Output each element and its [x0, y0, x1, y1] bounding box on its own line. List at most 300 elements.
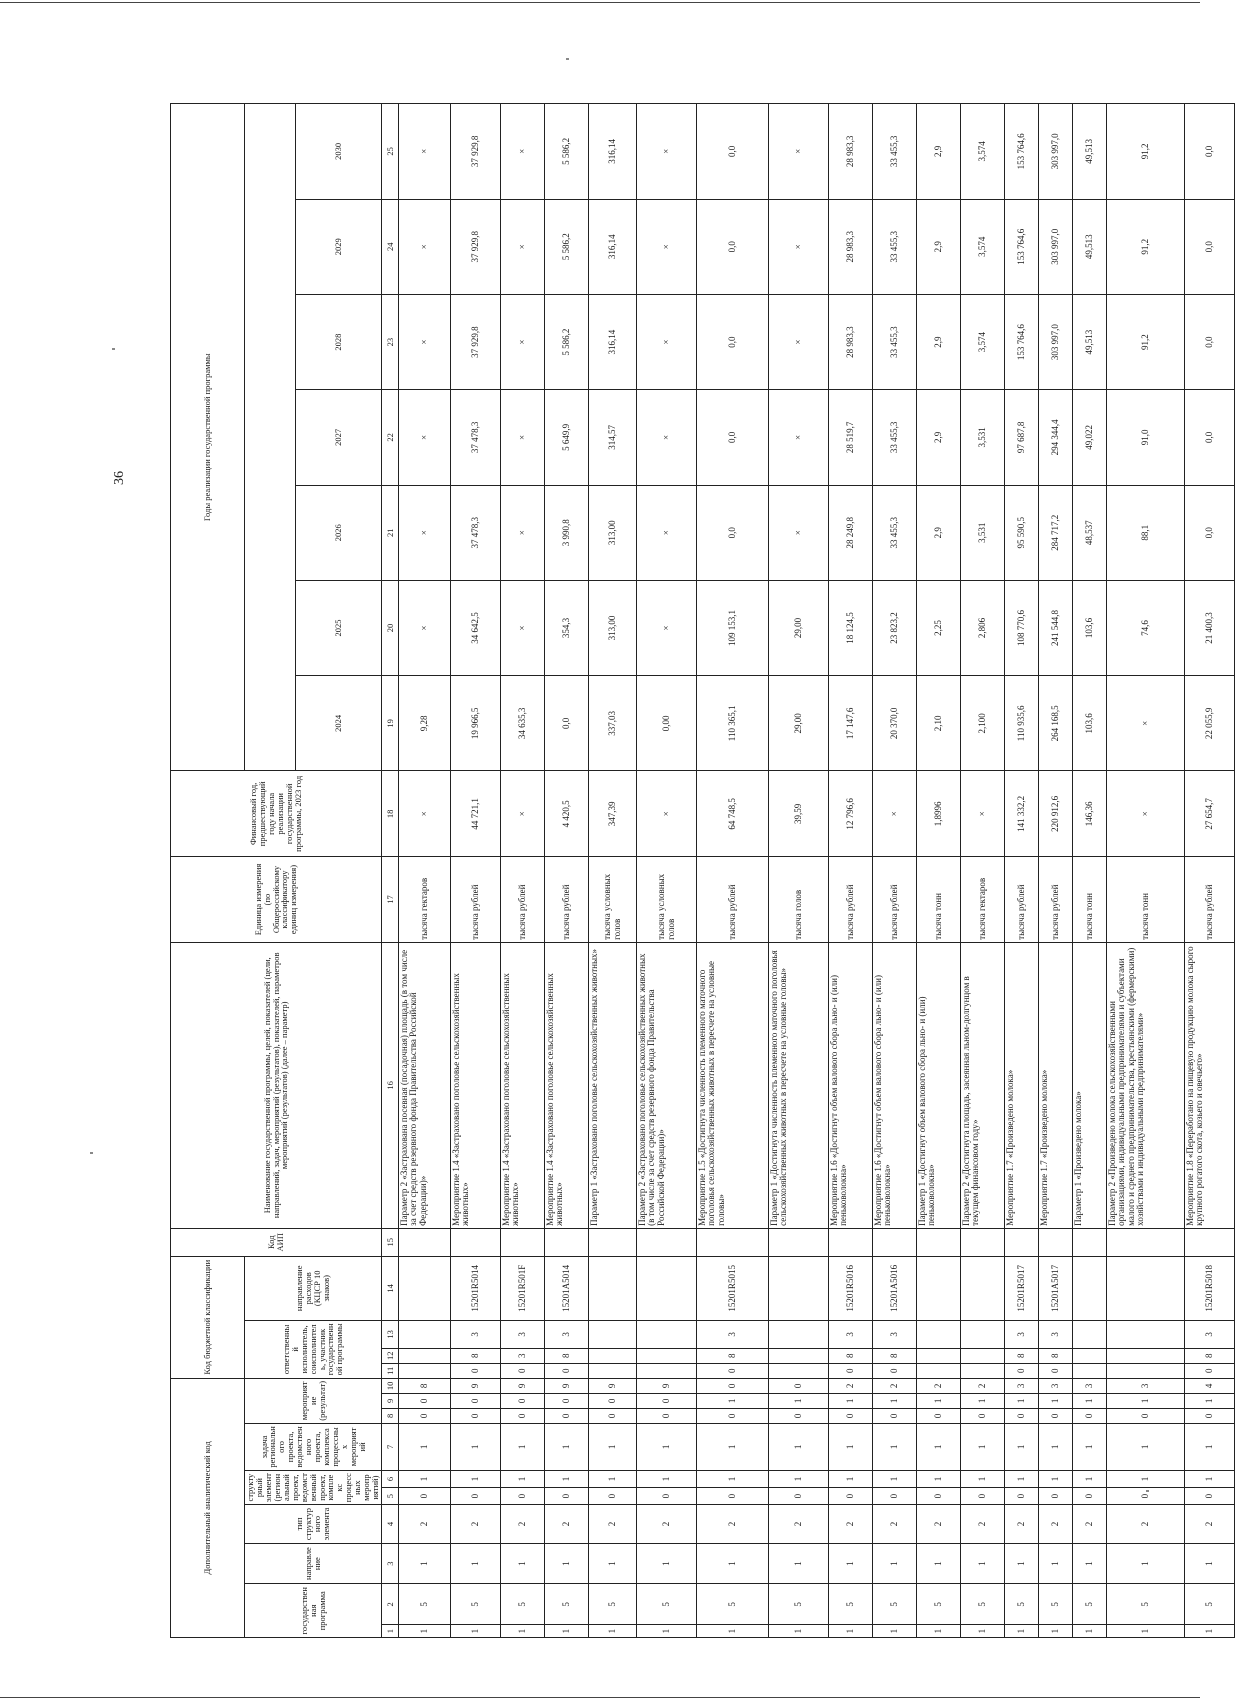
cell-year-value: 316,14 — [589, 104, 637, 200]
cell-c11: 0 — [697, 1363, 769, 1378]
table-row — [1073, 104, 1107, 1638]
cell-c5: 0 — [1107, 1488, 1185, 1505]
cell-c11 — [1073, 1363, 1107, 1378]
cell-c9: 0 — [451, 1393, 501, 1408]
cell-c10: 2 — [961, 1378, 1005, 1393]
cell-c9: 1 — [769, 1393, 829, 1408]
header-year-2028: 2028 — [295, 294, 381, 389]
cell-unit: тысяча тонн — [1073, 857, 1107, 943]
header-year-2030: 2030 — [295, 104, 381, 200]
cell-aip — [399, 1228, 451, 1256]
cell-year-value: 49,513 — [1073, 199, 1107, 294]
cell-c7: 1 — [769, 1423, 829, 1470]
cell-name: Параметр 2 «Достигнута площадь, засеянная льном-долгунцом в текущем финансовом году» — [961, 942, 1005, 1228]
cell-c13: 3 — [1039, 1320, 1073, 1348]
cell-year-value: 0,0 — [545, 676, 589, 771]
cell-unit: тысяча рублей — [873, 857, 917, 943]
header-aip: Код АИП — [171, 1228, 382, 1256]
header-task: задача регионального проекта, ведомственного проекта, комплекса процессных мероприятий — [245, 1423, 382, 1470]
cell-base-year: 141 332,2 — [1005, 771, 1039, 857]
cell-year-value: 91,2 — [1107, 104, 1185, 200]
cell-year-value: × — [399, 390, 451, 485]
scan-speck — [112, 348, 115, 350]
header-years-group: Годы реализации государственной программы — [171, 104, 245, 772]
cell-base-year: × — [399, 771, 451, 857]
cell-c5: 0 — [637, 1488, 697, 1505]
cell-c6: 1 — [501, 1470, 545, 1487]
cell-c4: 2 — [1107, 1505, 1185, 1544]
cell-aip — [697, 1228, 769, 1256]
cell-year-value: 33 455,3 — [873, 104, 917, 200]
cell-year-value: 2,9 — [917, 104, 961, 200]
header-expense-dir: направление расходов (КЦСР 10 знаков) — [245, 1256, 382, 1320]
cell-c7: 1 — [399, 1423, 451, 1470]
cell-c12: 3 — [501, 1348, 545, 1363]
cell-c6: 1 — [1005, 1470, 1039, 1487]
cell-c9: 0 — [399, 1393, 451, 1408]
cell-unit: тысяча тонн — [1107, 857, 1185, 943]
cell-c5: 0 — [829, 1488, 873, 1505]
cell-c5: 0 — [1073, 1488, 1107, 1505]
cell-year-value: 37 929,8 — [451, 294, 501, 389]
cell-c4: 2 — [917, 1505, 961, 1544]
cell-kcsr — [1107, 1256, 1185, 1320]
cell-c4: 2 — [873, 1505, 917, 1544]
cell-year-value: 2,10 — [917, 676, 961, 771]
cell-c2: 5 — [961, 1584, 1005, 1625]
cell-c1: 1 — [637, 1625, 697, 1638]
cell-year-value: 3,574 — [961, 294, 1005, 389]
scan-speck — [566, 58, 569, 60]
cell-year-value: 153 764,6 — [1005, 104, 1039, 200]
column-number: 8 — [382, 1408, 399, 1423]
header-year-2026: 2026 — [295, 485, 381, 580]
cell-c3: 1 — [917, 1543, 961, 1584]
cell-kcsr: 15201R5018 — [1185, 1256, 1235, 1320]
table-row — [829, 104, 873, 1638]
cell-c6: 1 — [1107, 1470, 1185, 1487]
scan-top-edge — [0, 2, 1200, 3]
cell-c1: 1 — [917, 1625, 961, 1638]
cell-kcsr: 15201R5015 — [697, 1256, 769, 1320]
cell-c10: 9 — [451, 1378, 501, 1393]
cell-year-value: × — [501, 294, 545, 389]
cell-year-value: 108 770,6 — [1005, 580, 1039, 675]
cell-aip — [1073, 1228, 1107, 1256]
cell-year-value: × — [637, 104, 697, 200]
cell-c8: 0 — [501, 1408, 545, 1423]
cell-c2: 5 — [1107, 1584, 1185, 1625]
cell-name: Параметр 1 «Достигнута численность племенного маточного поголовья сельскохозяйственных животных в пересчете на условные головы» — [769, 942, 829, 1228]
cell-year-value: 49,022 — [1073, 390, 1107, 485]
cell-year-value: 313,00 — [589, 580, 637, 675]
column-number: 23 — [382, 294, 399, 389]
cell-year-value: 37 929,8 — [451, 199, 501, 294]
column-number: 20 — [382, 580, 399, 675]
cell-c6: 1 — [1039, 1470, 1073, 1487]
cell-year-value: 2,806 — [961, 580, 1005, 675]
cell-year-value: 33 455,3 — [873, 390, 917, 485]
cell-year-value: 316,14 — [589, 294, 637, 389]
column-number: 13 — [382, 1320, 399, 1348]
page-number: 36 — [112, 471, 127, 485]
cell-c8: 0 — [399, 1408, 451, 1423]
cell-year-value: 28 519,7 — [829, 390, 873, 485]
cell-year-value: 2,9 — [917, 199, 961, 294]
table-row — [1005, 104, 1039, 1638]
cell-c6: 1 — [545, 1470, 589, 1487]
cell-c8: 0 — [1107, 1408, 1185, 1423]
cell-c10: 0 — [697, 1378, 769, 1393]
cell-c13: 3 — [501, 1320, 545, 1348]
column-number: 3 — [382, 1543, 399, 1584]
cell-aip — [1039, 1228, 1073, 1256]
cell-c11: 0 — [829, 1363, 873, 1378]
cell-c2: 5 — [1005, 1584, 1039, 1625]
cell-c10: 9 — [637, 1378, 697, 1393]
cell-base-year: 12 796,6 — [829, 771, 873, 857]
table-row — [1107, 104, 1185, 1638]
cell-c11: 0 — [545, 1363, 589, 1378]
cell-c13: 3 — [873, 1320, 917, 1348]
cell-year-value: 2,9 — [917, 390, 961, 485]
header-struct-type: тип структурного элемента — [245, 1505, 382, 1544]
cell-year-value: 0,0 — [697, 390, 769, 485]
cell-year-value: 2,9 — [917, 485, 961, 580]
cell-name: Мероприятие 1.5 «Достигнута численность племенного маточного поголовья сельскохозяйственных животных в пересчете на условные головы» — [697, 942, 769, 1228]
cell-name: Мероприятие 1.4 «Застраховано поголовье сельскохозяйственных животных» — [545, 942, 589, 1228]
cell-c5: 0 — [399, 1488, 451, 1505]
cell-c7: 1 — [501, 1423, 545, 1470]
cell-year-value: 48,537 — [1073, 485, 1107, 580]
cell-year-value: 3,531 — [961, 390, 1005, 485]
cell-c3: 1 — [829, 1543, 873, 1584]
cell-year-value: 91,0 — [1107, 390, 1185, 485]
column-number: 22 — [382, 390, 399, 485]
table-row — [545, 104, 589, 1638]
column-number: 2 — [382, 1584, 399, 1625]
cell-year-value: 2,100 — [961, 676, 1005, 771]
cell-c7: 1 — [917, 1423, 961, 1470]
cell-base-year: 347,39 — [589, 771, 637, 857]
cell-year-value: 21 400,3 — [1185, 580, 1235, 675]
cell-c9: 1 — [1185, 1393, 1235, 1408]
cell-c1: 1 — [589, 1625, 637, 1638]
cell-c7: 1 — [1073, 1423, 1107, 1470]
cell-c12 — [1107, 1348, 1185, 1363]
cell-c8: 0 — [961, 1408, 1005, 1423]
cell-c7: 1 — [637, 1423, 697, 1470]
cell-year-value: × — [637, 485, 697, 580]
cell-c3: 1 — [1107, 1543, 1185, 1584]
cell-c9: 0 — [637, 1393, 697, 1408]
cell-c6: 1 — [873, 1470, 917, 1487]
cell-c12: 8 — [1005, 1348, 1039, 1363]
cell-c6: 1 — [769, 1470, 829, 1487]
cell-base-year: 64 748,5 — [697, 771, 769, 857]
cell-c1: 1 — [697, 1625, 769, 1638]
cell-year-value: 5 649,9 — [545, 390, 589, 485]
cell-year-value: × — [769, 390, 829, 485]
cell-year-value: 28 983,3 — [829, 104, 873, 200]
cell-year-value: 0,0 — [1185, 294, 1235, 389]
cell-base-year: × — [1107, 771, 1185, 857]
table-row — [697, 104, 769, 1638]
cell-c8: 0 — [545, 1408, 589, 1423]
cell-c12: 8 — [1185, 1348, 1235, 1363]
cell-year-value: × — [769, 485, 829, 580]
column-number: 9 — [382, 1393, 399, 1408]
cell-c8: 0 — [451, 1408, 501, 1423]
cell-kcsr — [589, 1256, 637, 1320]
cell-c7: 1 — [1185, 1423, 1235, 1470]
cell-c5: 0 — [1005, 1488, 1039, 1505]
cell-aip — [589, 1228, 637, 1256]
cell-name: Мероприятие 1.7 «Произведено молока» — [1039, 942, 1073, 1228]
cell-c9: 1 — [1039, 1393, 1073, 1408]
cell-c13 — [637, 1320, 697, 1348]
cell-c7: 1 — [451, 1423, 501, 1470]
cell-year-value: 109 153,1 — [697, 580, 769, 675]
header-name: Наименование государственной программы, целей, показателей (цели, направлений, задач, мероприятий (результатов), показателей, параметров мероприятий (результатов) (далее – параметр) — [171, 942, 382, 1228]
cell-unit: тысяча гектаров — [399, 857, 451, 943]
cell-year-value: × — [769, 294, 829, 389]
cell-year-value: 2,9 — [917, 294, 961, 389]
cell-name: Мероприятие 1.6 «Достигнут объем валового сбора льно- и (или) пеньковолокна» — [829, 942, 873, 1228]
column-number: 10 — [382, 1378, 399, 1393]
cell-c1: 1 — [1107, 1625, 1185, 1638]
cell-c7: 1 — [589, 1423, 637, 1470]
cell-aip — [917, 1228, 961, 1256]
column-number: 19 — [382, 676, 399, 771]
header-state-program: государственная программа — [245, 1584, 382, 1638]
table-row — [961, 104, 1005, 1638]
cell-c1: 1 — [1005, 1625, 1039, 1638]
column-number: 7 — [382, 1423, 399, 1470]
cell-year-value: 88,1 — [1107, 485, 1185, 580]
column-number: 14 — [382, 1256, 399, 1320]
cell-c7: 1 — [873, 1423, 917, 1470]
cell-c12: 8 — [697, 1348, 769, 1363]
cell-kcsr: 15201R5017 — [1005, 1256, 1039, 1320]
cell-year-value: 294 344,4 — [1039, 390, 1073, 485]
column-number: 17 — [382, 857, 399, 943]
cell-base-year: × — [501, 771, 545, 857]
cell-c10: 3 — [1005, 1378, 1039, 1393]
cell-year-value: 103,6 — [1073, 676, 1107, 771]
cell-c4: 2 — [1005, 1505, 1039, 1544]
cell-c2: 5 — [1039, 1584, 1073, 1625]
cell-c10: 3 — [1107, 1378, 1185, 1393]
cell-unit: тысяча условных голов — [637, 857, 697, 943]
cell-c10: 3 — [1073, 1378, 1107, 1393]
cell-kcsr: 15201R5016 — [829, 1256, 873, 1320]
cell-year-value: 3,574 — [961, 199, 1005, 294]
cell-year-value: × — [769, 104, 829, 200]
cell-c1: 1 — [451, 1625, 501, 1638]
cell-year-value: 303 997,0 — [1039, 199, 1073, 294]
cell-base-year: × — [873, 771, 917, 857]
cell-year-value: × — [399, 104, 451, 200]
cell-year-value: 29,00 — [769, 676, 829, 771]
cell-c13 — [589, 1320, 637, 1348]
header-year-2029: 2029 — [295, 199, 381, 294]
cell-c9: 1 — [873, 1393, 917, 1408]
cell-c7: 1 — [961, 1423, 1005, 1470]
cell-c5: 0 — [589, 1488, 637, 1505]
cell-c5: 0 — [1039, 1488, 1073, 1505]
header-years-spacer — [245, 104, 296, 772]
column-number: 1 — [382, 1625, 399, 1638]
cell-name: Параметр 1 «Произведено молока» — [1073, 942, 1107, 1228]
cell-year-value: 284 717,2 — [1039, 485, 1073, 580]
header-year-2025: 2025 — [295, 580, 381, 675]
cell-c7: 1 — [829, 1423, 873, 1470]
cell-c6: 1 — [1073, 1470, 1107, 1487]
cell-year-value: 110 365,1 — [697, 676, 769, 771]
cell-c12: 8 — [873, 1348, 917, 1363]
cell-c1: 1 — [501, 1625, 545, 1638]
cell-kcsr: 15201A5016 — [873, 1256, 917, 1320]
cell-c3: 1 — [1185, 1543, 1235, 1584]
cell-base-year: 39,59 — [769, 771, 829, 857]
cell-c1: 1 — [545, 1625, 589, 1638]
program-table — [170, 103, 1235, 1638]
cell-year-value: × — [1107, 676, 1185, 771]
cell-c10: 3 — [1039, 1378, 1073, 1393]
cell-year-value: 303 997,0 — [1039, 104, 1073, 200]
cell-year-value: 316,14 — [589, 199, 637, 294]
cell-c10: 2 — [917, 1378, 961, 1393]
cell-c9: 1 — [917, 1393, 961, 1408]
cell-unit: тысяча рублей — [1039, 857, 1073, 943]
column-number: 16 — [382, 942, 399, 1228]
cell-name: Мероприятие 1.6 «Достигнут объем валового сбора льно- и (или) пеньковолокна» — [873, 942, 917, 1228]
cell-unit: тысяча рублей — [1185, 857, 1235, 943]
cell-kcsr: 15201R501F — [501, 1256, 545, 1320]
cell-name: Мероприятие 1.4 «Застраховано поголовье сельскохозяйственных животных» — [501, 942, 545, 1228]
cell-year-value: 153 764,6 — [1005, 294, 1039, 389]
cell-year-value: × — [399, 199, 451, 294]
cell-c3: 1 — [545, 1543, 589, 1584]
cell-c13 — [961, 1320, 1005, 1348]
cell-c13: 3 — [1185, 1320, 1235, 1348]
column-number: 4 — [382, 1505, 399, 1544]
cell-c4: 2 — [501, 1505, 545, 1544]
cell-year-value: 5 586,2 — [545, 199, 589, 294]
cell-unit: тысяча условных голов — [589, 857, 637, 943]
cell-c1: 1 — [873, 1625, 917, 1638]
cell-unit: тысяча рублей — [1005, 857, 1039, 943]
cell-base-year: × — [637, 771, 697, 857]
cell-aip — [1107, 1228, 1185, 1256]
cell-kcsr — [917, 1256, 961, 1320]
cell-aip — [637, 1228, 697, 1256]
cell-c7: 1 — [545, 1423, 589, 1470]
cell-year-value: 37 929,8 — [451, 104, 501, 200]
cell-c9: 1 — [1073, 1393, 1107, 1408]
table-row — [637, 104, 697, 1638]
table-row — [589, 104, 637, 1638]
cell-c7: 1 — [1107, 1423, 1185, 1470]
cell-c6: 1 — [697, 1470, 769, 1487]
cell-c11 — [917, 1363, 961, 1378]
cell-year-value: 3,574 — [961, 104, 1005, 200]
cell-kcsr — [1073, 1256, 1107, 1320]
cell-c5: 0 — [501, 1488, 545, 1505]
cell-c11: 0 — [1039, 1363, 1073, 1378]
cell-c9: 1 — [1107, 1393, 1185, 1408]
cell-kcsr: 15201A5017 — [1039, 1256, 1073, 1320]
cell-name: Параметр 1 «Достигнут объем валового сбора льно- и (или) пеньковолокна» — [917, 942, 961, 1228]
cell-c2: 5 — [873, 1584, 917, 1625]
cell-c5: 0 — [873, 1488, 917, 1505]
rotated-table-sheet — [170, 103, 1235, 1638]
cell-c4: 2 — [589, 1505, 637, 1544]
cell-base-year: 27 654,7 — [1185, 771, 1235, 857]
column-number: 5 — [382, 1488, 399, 1505]
cell-unit: тысяча тонн — [917, 857, 961, 943]
header-measure: мероприятие (результат) — [245, 1378, 382, 1423]
cell-year-value: × — [637, 580, 697, 675]
cell-year-value: 153 764,6 — [1005, 199, 1039, 294]
cell-c13: 3 — [451, 1320, 501, 1348]
cell-c3: 1 — [451, 1543, 501, 1584]
cell-c9: 0 — [501, 1393, 545, 1408]
cell-c3: 1 — [769, 1543, 829, 1584]
cell-c8: 0 — [1005, 1408, 1039, 1423]
cell-kcsr: 15201A5014 — [545, 1256, 589, 1320]
cell-c1: 1 — [1185, 1625, 1235, 1638]
cell-c4: 2 — [1073, 1505, 1107, 1544]
cell-c4: 2 — [1039, 1505, 1073, 1544]
cell-c8: 0 — [589, 1408, 637, 1423]
cell-aip — [961, 1228, 1005, 1256]
column-number: 6 — [382, 1470, 399, 1487]
cell-c7: 1 — [1039, 1423, 1073, 1470]
cell-year-value: 74,6 — [1107, 580, 1185, 675]
cell-year-value: 354,3 — [545, 580, 589, 675]
cell-c6: 1 — [917, 1470, 961, 1487]
cell-c10: 2 — [873, 1378, 917, 1393]
cell-c6: 1 — [961, 1470, 1005, 1487]
cell-c12 — [399, 1348, 451, 1363]
cell-c6: 1 — [589, 1470, 637, 1487]
cell-year-value: 9,28 — [399, 676, 451, 771]
cell-year-value: 0,0 — [1185, 104, 1235, 200]
cell-aip — [501, 1228, 545, 1256]
table-row — [917, 104, 961, 1638]
cell-year-value: 3,531 — [961, 485, 1005, 580]
cell-c6: 1 — [829, 1470, 873, 1487]
cell-year-value: 5 586,2 — [545, 294, 589, 389]
cell-c6: 1 — [451, 1470, 501, 1487]
cell-c3: 1 — [873, 1543, 917, 1584]
cell-c4: 2 — [961, 1505, 1005, 1544]
cell-c10: 9 — [501, 1378, 545, 1393]
cell-c2: 5 — [917, 1584, 961, 1625]
cell-c2: 5 — [697, 1584, 769, 1625]
cell-c3: 1 — [961, 1543, 1005, 1584]
cell-c4: 2 — [545, 1505, 589, 1544]
cell-c3: 1 — [1073, 1543, 1107, 1584]
cell-c8: 0 — [829, 1408, 873, 1423]
cell-year-value: 2,25 — [917, 580, 961, 675]
cell-year-value: × — [399, 294, 451, 389]
cell-year-value: 91,2 — [1107, 199, 1185, 294]
cell-c2: 5 — [451, 1584, 501, 1625]
cell-c11 — [399, 1363, 451, 1378]
